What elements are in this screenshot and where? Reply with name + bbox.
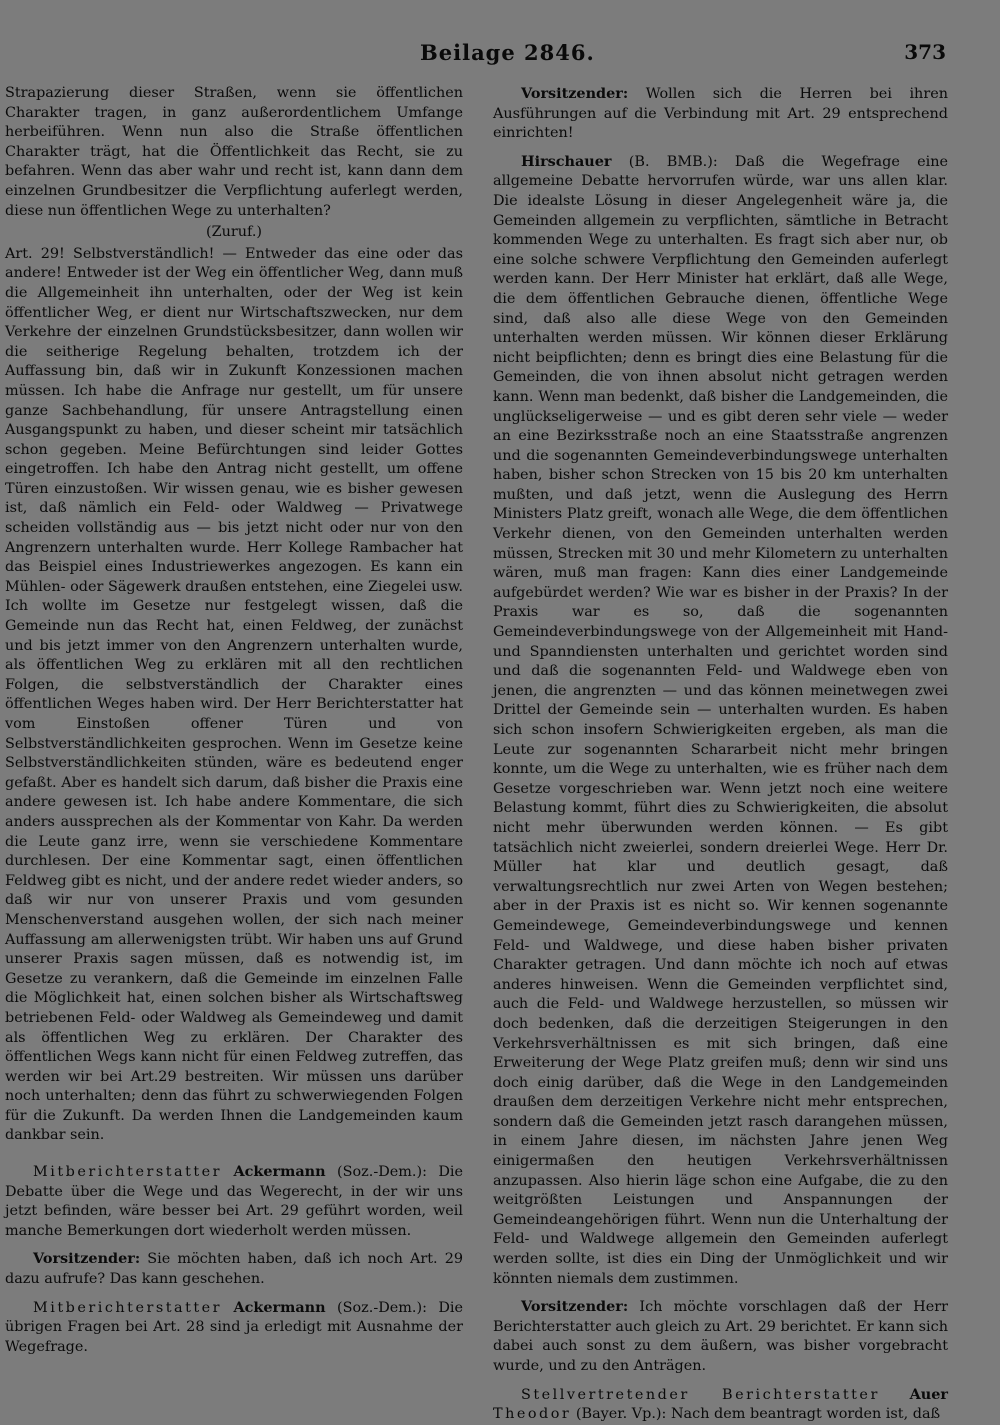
speech-block [493, 152, 948, 1289]
speaker-role: Mitberichterstatter [33, 1299, 223, 1316]
speaker-name: Hirschauer [521, 152, 612, 170]
speech-block [5, 1249, 463, 1289]
speech-block [493, 1385, 948, 1425]
speaker-role: Vorsitzender: [521, 1298, 629, 1316]
speech-block [493, 84, 948, 144]
speech-text: Sie möchten haben, daß ich noch Art. 29 dazu aufrufe? Das kann geschehen. [5, 1251, 464, 1288]
left-column [5, 84, 463, 1357]
speaker-name: Auer [909, 1385, 948, 1403]
speech-text: (Soz.-Dem.): Die übrigen Fragen bei Art. 28 sind ja erledigt mit Ausnahme der Wegefrage. [5, 1299, 464, 1355]
speech-block [5, 1298, 463, 1358]
speech-text: (Bayer. Vp.): Nach dem beantragt worden ist, daß [575, 1406, 941, 1423]
speaker-name: Ackermann [233, 1298, 326, 1316]
running-header [0, 40, 1000, 70]
page-title: Beilage 2846. [420, 40, 595, 65]
speech-text: Wollen sich die Herren bei ihren Ausführungen auf die Verbindung mit Art. 29 entsprechend einrichten! [493, 86, 948, 142]
speech-text: (Soz.-Dem.): Die Debatte über die Wege und das Wegerecht, in der wir uns jetzt befinden, wäre besser bei Art. 29 geführt worden, weil manche Bemerkungen dort wiederholt werden müssen. [5, 1164, 464, 1239]
speech-block [5, 1162, 463, 1241]
speaker-role: Stellvertretender Berichterstatter [521, 1386, 880, 1403]
speaker-firstname: Theodor [493, 1406, 572, 1423]
paragraph: Art. 29! Selbstverständlich! — Entweder das eine oder das andere! Entweder ist der Weg ein öffentlicher Weg, dann muß die Allgemeinheit ihn unterhalten, oder der Weg ist kein öffentlicher Weg, er dient nur Wirtschaftszwecken, nur dem Verkehre der einzelnen Grundstücksbesitzer, dann wollen wir die seitherige Regelung behalten, trotzdem ich der Auffassung bin, daß wir in Zukunft Konzessionen machen müssen. Ich habe die Anfrage nur gestellt, um für unsere ganze Sachbehandlung, für unsere Antragstellung einen Ausgangspunkt zu haben, und dieser scheint mir tatsächlich schon gegeben. Meine Befürchtungen sind leider Gottes eingetroffen. Ich habe den Antrag nicht gestellt, um offene Türen einzustoßen. Wir wissen genau, wie es bisher gewesen ist, daß nämlich ein Feld- oder Waldweg — Privatwege scheiden vollständig aus — bis jetzt nicht oder nur von den Angrenzern unterhalten wurde. Herr Kollege Rambacher hat das Beispiel eines Industriewerkes angezogen. Es kann ein Mühlen- oder Sägewerk draußen entstehen, eine Ziegelei usw. Ich wollte im Gesetze nur festgelegt wissen, daß die Gemeinde nun das Recht hat, einen Feldweg, der zunächst und bis jetzt immer von den Angrenzern unterhalten wurde, als öffentlichen Weg zu erklären mit all den rechtlichen Folgen, die selbstverständlich der Charakter eines öffentlichen Weges haben wird. Der Herr Berichterstatter hat vom Einstoßen offener Türen und von Selbstverständlichkeiten gesprochen. Wenn im Gesetze keine Selbstverständlichkeiten stünden, wäre es bedeutend enger gefaßt. Aber es handelt sich darum, daß bisher die Praxis eine andere gewesen ist. Ich habe andere Kommentare, die sich anders aussprechen als der Kommentar von Kahr. Da werden die Leute ganz irre, wenn sie verschiedene Kommentare durchlesen. Der eine Kommentar sagt, einen öffentlichen Feldweg gibt es nicht, und der andere redet wieder anders, so daß wir nur von unserer Praxis und vom gesunden Menschenverstand ausgehen wollen, der sich nach meiner Auffassung am allerwenigsten trübt. Wir haben uns auf Grund unserer Praxis sagen müssen, daß es notwendig ist, im Gesetze zu verankern, daß die Gemeinde im einzelnen Falle die Möglichkeit hat, einen solchen bisher als Wirtschaftsweg betriebenen Feld- oder Waldweg als Gemeindeweg und damit als öffentlichen Weg zu erklären. Der Charakter des öffentlichen Wegs kann nicht für einen Feldweg zutreffen, das werden wir bei Art.29 bestreiten. Wir müssen uns darüber noch unterhalten; denn das führt zu schwerwiegenden Folgen für die Zukunft. Da werden Ihnen die Landgemeinden kaum dankbar sein. [5, 245, 463, 1144]
interjection: (Zuruf.) [205, 224, 263, 241]
speaker-role: Vorsitzender: [521, 85, 629, 102]
speech-text: Ich möchte vorschlagen daß der Herr Berichterstatter auch gleich zu Art. 29 berichtet. Er kann sich dabei auch sonst zu dem äußern, was bisher vorgebracht wurde, und zu den Anträgen. [493, 1299, 948, 1374]
speaker-role: Vorsitzender: [33, 1250, 141, 1268]
paragraph: Strapazierung dieser Straßen, wenn sie öffentlichen Charakter tragen, in ganz außerordentlichem Umfange herbeiführen. Wenn nun also die Straße öffentlichen Charakter trägt, hat die Öffentlichkeit das Recht, sie zu befahren. Wenn das aber wahr und recht ist, kann dann dem einzelnen Grundbesitzer die Verpflichtung auferlegt werden, diese nun öffentlichen Wege zu unterhalten? [5, 85, 463, 219]
speaker-role: Mitberichterstatter [33, 1164, 223, 1181]
speech-text: (B. BMB.): Daß die Wegefrage eine allgemeine Debatte hervorrufen würde, war uns allen klar. Die idealste Lösung in dieser Angelegenheit wäre ja, die Gemeinden allgemein zu verpflichten, sämtliche in Betracht kommenden Wege zu unterhalten. Es fragt sich aber nur, ob eine solche schwere Verpflichtung den Gemeinden auferlegt werden kann. Der Herr Minister hat erklärt, daß alle Wege, die dem öffentlichen Gebrauche dienen, öffentliche Wege sind, daß also alle diese Wege von den Gemeinden unterhalten werden müssen. Wir können dieser Erklärung nicht beipflichten; denn es bringt dies eine Belastung für die Gemeinden, die von ihnen absolut nicht getragen werden kann. Wenn man bedenkt, daß bisher die Landgemeinden, die unglückseligerweise — und es gibt deren sehr viele — weder an eine Bezirksstraße noch an eine Staatsstraße angrenzen und die sogenannten Gemeindeverbindungswege unterhalten haben, bisher schon Strecken von 15 bis 20 km unterhalten mußten, und daß jetzt, wenn die Auslegung des Herrn Ministers Platz greift, wonach alle Wege, die dem öffentlichen Verkehr dienen, von den Gemeinden unterhalten werden müssen, Strecken mit 30 und mehr Kilometern zu unterhalten wären, muß man fragen: Kann dies einer Landgemeinde aufgebürdet werden? Wie war es bisher in der Praxis? In der Praxis war es so, daß die sogenannten Gemeindeverbindungswege von der Allgemeinheit mit Hand- und Spanndiensten unterhalten und gerichtet worden sind und daß die sogenannten Feld- und Waldwege eben von jenen, die angrenzten — und das können meinetwegen zwei Drittel der Gemeinde sein — unterhalten wurden. Es haben sich schon insofern Schwierigkeiten ergeben, als man die Leute zur sogenannten Schararbeit nicht mehr bringen konnte, um die Wege zu unterhalten, wie es früher nach dem Gesetze vorgeschrieben war. Wenn jetzt noch eine weitere Belastung kommt, führt dies zu Schwierigkeiten, die absolut nicht mehr überwunden werden können. — Es gibt tatsächlich nicht zweierlei, sondern dreierlei Wege. Herr Dr. Müller hat klar und deutlich gesagt, daß verwaltungsrechtlich nur zwei Arten von Wegen bestehen; aber in der Praxis ist es nicht so. Wir kennen sogenannte Gemeindewege, Gemeindeverbindungswege und kennen Feld- und Waldwege, und diese haben bisher privaten Charakter getragen. Und dann möchte ich noch auf etwas anderes hinweisen. Wenn die Gemeinden verpflichtet sind, auch die Feld- und Waldwege herzustellen, so müssen wir doch bedenken, daß die derzeitigen Steigerungen in den Verkehrsverhältnissen es mit sich bringen, daß eine Erweiterung der Wege Platz greifen muß; denn wir sind uns doch einig darüber, daß die Wege in den Landgemeinden draußen dem derzeitigen Verkehre nicht mehr entsprechen, sondern daß die Gemeinden jetzt rasch darangehen müssen, in einem Jahre diesen, im nächsten Jahre jenen Weg einigermaßen den heutigen Verkehrsverhältnissen anzupassen. Also hierin läge schon eine Aufgabe, die zu den weitgrößten Leistungen und Anspannungen der Gemeindeangehörigen führt. Wenn nun die Unterhaltung der Feld- und Waldwege allgemein den Gemeinden auferlegt werden sollte, ist dies ein Ding der Unmöglichkeit und wir könnten niemals dem zustimmen. [493, 153, 948, 1287]
speaker-name: Ackermann [233, 1163, 326, 1181]
speech-block [493, 1297, 948, 1376]
right-column [493, 84, 948, 1425]
page-number: 373 [904, 40, 946, 64]
